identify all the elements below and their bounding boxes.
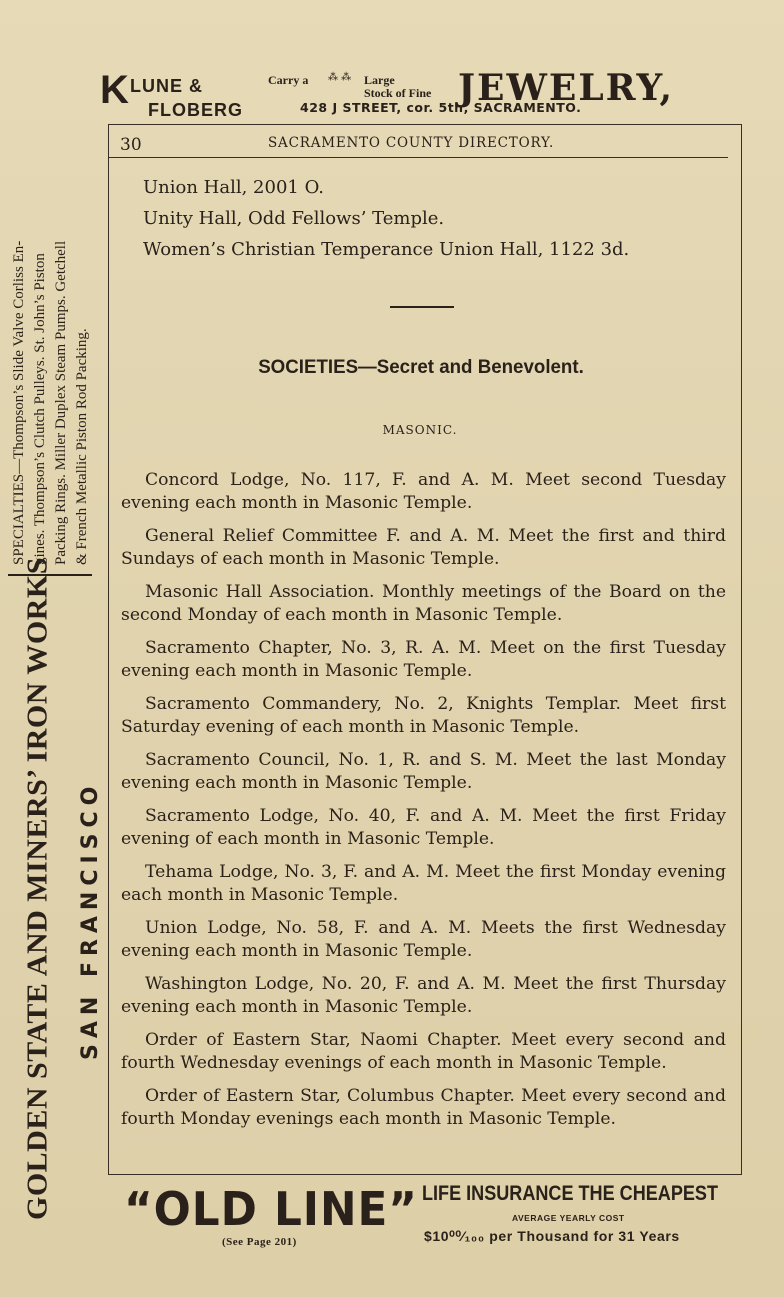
side-ad-specialties: SPECIALTIES—Thompson’s Slide Valve Corliss En- <box>11 240 27 565</box>
society-entry: Sacramento Lodge, No. 40, F. and A. M. Meet the first Friday evening of each month in Masonic Temple. <box>121 806 726 849</box>
society-entry: Sacramento Chapter, No. 3, R. A. M. Meet on the first Tuesday evening each month in Masonic Temple. <box>121 638 726 681</box>
society-entry: Concord Lodge, No. 117, F. and A. M. Meet second Tuesday evening each month in Masonic Temple. <box>121 470 726 513</box>
society-entry: Order of Eastern Star, Naomi Chapter. Meet every second and fourth Wednesday evenings of each month in Masonic Temple. <box>121 1030 726 1073</box>
ad-tagline-b: Large <box>364 73 395 87</box>
ad-address: 428 J STREET, cor. 5th, SACRAMENTO. <box>300 100 582 115</box>
ad-tagline-a: Carry a <box>268 73 309 87</box>
side-ad-specialties: Packing Rings. Miller Duplex Steam Pumps. Getchell <box>53 240 69 565</box>
top-advertisement <box>100 67 740 122</box>
ad-tagline-c: Stock of Fine <box>364 86 432 100</box>
frame-top-rule <box>108 124 742 125</box>
side-ad-divider <box>8 574 92 576</box>
side-ad-company: GOLDEN STATE AND MINERS’ IRON WORKS <box>22 557 54 1220</box>
side-advertisement <box>0 60 110 1240</box>
ad-note: AVERAGE YEARLY COST <box>512 1213 625 1223</box>
halls-list <box>143 172 629 265</box>
society-entry: Washington Lodge, No. 20, F. and A. M. Meet the first Thursday evening each month in Masonic Temple. <box>121 974 726 1017</box>
society-entry: Tehama Lodge, No. 3, F. and A. M. Meet the first Monday evening each month in Masonic Temple. <box>121 862 726 905</box>
frame-bottom-rule <box>108 1174 742 1175</box>
firm-initial: K <box>100 68 129 112</box>
society-entry: General Relief Committee F. and A. M. Meet the first and third Sundays of each month in Masonic Temple. <box>121 526 726 569</box>
ad-product: JEWELRY, <box>458 67 675 109</box>
header-rule <box>108 157 728 158</box>
ad-headline: LIFE INSURANCE THE CHEAPEST <box>422 1182 719 1205</box>
side-ad-specialties: & French Metallic Piston Rod Packing. <box>74 328 90 565</box>
page-number: 30 <box>120 135 142 155</box>
hall-entry: Union Hall, 2001 O. <box>143 177 325 198</box>
hall-entry: Women’s Christian Temperance Union Hall, 1122 3d. <box>143 239 630 260</box>
ad-price: $10⁰⁰⁄₁₀₀ per Thousand for 31 Years <box>424 1228 680 1244</box>
society-entry: Order of Eastern Star, Columbus Chapter. Meet every second and fourth Monday evenings each month in Masonic Temple. <box>121 1086 726 1129</box>
society-entry: Sacramento Council, No. 1, R. and S. M. Meet the last Monday evening each month in Masonic Temple. <box>121 750 726 793</box>
society-entries <box>121 469 726 1141</box>
side-ad-city: SAN FRANCISCO <box>78 780 103 1060</box>
ad-brand: “OLD LINE” <box>124 1182 418 1236</box>
section-subtitle: MASONIC. <box>382 423 458 437</box>
ad-see-page: (See Page 201) <box>222 1236 297 1248</box>
society-entry: Masonic Hall Association. Monthly meetings of the Board on the second Monday of each month in Masonic Temple. <box>121 582 726 625</box>
hall-entry: Unity Hall, Odd Fellows’ Temple. <box>143 208 445 229</box>
society-entry: Sacramento Commandery, No. 2, Knights Templar. Meet first Saturday evening of each month in Masonic Temple. <box>121 694 726 737</box>
ad-tagline-bc <box>364 74 431 100</box>
firm-name-line2: FLOBERG <box>148 100 243 120</box>
side-ad-specialties: gines. Thompson’s Clutch Pulleys. St. John’s Piston <box>32 253 48 565</box>
section-divider <box>390 306 454 308</box>
society-entry: Union Lodge, No. 58, F. and A. M. Meets the first Wednesday evening each month in Masonic Temple. <box>121 918 726 961</box>
bottom-advertisement <box>120 1178 740 1248</box>
firm-name-line1: LUNE & <box>130 76 203 96</box>
running-title: SACRAMENTO COUNTY DIRECTORY. <box>268 135 555 151</box>
ornament-stars: ⁂ ⁂ <box>328 72 352 83</box>
section-title: SOCIETIES—Secret and Benevolent. <box>258 356 584 378</box>
